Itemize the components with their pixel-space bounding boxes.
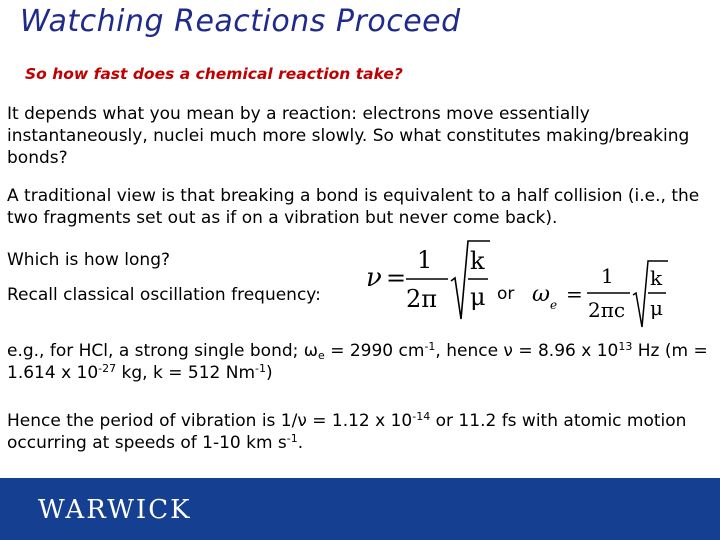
p6-text-a: Hence the period of vibration is 1/ν = 1.12 x 10 bbox=[7, 411, 413, 431]
slide-title: Watching Reactions Proceed bbox=[20, 4, 461, 39]
p5-sup-cm: -1 bbox=[424, 340, 436, 353]
p5-sup-13: 13 bbox=[618, 340, 633, 353]
p5-sup-nm: -1 bbox=[255, 362, 266, 375]
warwick-logo: WARWICK bbox=[38, 495, 192, 525]
p6-text-b: or 11.2 fs with atomic motion occurring at speeds of 1-10 km s bbox=[7, 411, 687, 453]
p5-sub-e: e bbox=[318, 349, 325, 362]
p6-text-c: . bbox=[297, 433, 304, 453]
slide-subtitle: So how fast does a chemical reaction take? bbox=[25, 65, 403, 83]
or-label: or bbox=[497, 284, 515, 304]
eq2-inner-numerator: k bbox=[650, 266, 663, 290]
p5-sup-27: -27 bbox=[98, 362, 117, 375]
eq2-equals: = bbox=[566, 282, 583, 306]
eq1-inner-denominator: μ bbox=[470, 283, 486, 311]
eq2-numerator: 1 bbox=[601, 264, 614, 288]
p5-text-d: Hz (m = 1.614 x 10 bbox=[7, 341, 708, 383]
paragraph-electrons-nuclei: It depends what you mean by a reaction: electrons move essentially instantaneously, nuclei much more slowly. So what constitutes making/breaking bonds? bbox=[7, 104, 690, 168]
p6-sup-s: -1 bbox=[286, 432, 298, 445]
eq2-denominator: 2πc bbox=[588, 298, 626, 322]
eq2-lhs: ω bbox=[532, 282, 550, 307]
eq1-numerator: 1 bbox=[417, 246, 433, 274]
eq1-lhs: ν bbox=[366, 263, 382, 293]
eq2-inner-denominator: μ bbox=[650, 296, 663, 320]
frequency-equation bbox=[362, 233, 492, 328]
p5-text-c: , hence ν = 8.96 x 10 bbox=[435, 341, 619, 361]
footer-bar bbox=[0, 478, 720, 540]
p5-text-e: kg, k = 512 Nm bbox=[116, 363, 256, 383]
paragraph-how-long: Which is how long? bbox=[7, 250, 171, 270]
eq2-lhs-subscript: e bbox=[550, 298, 558, 312]
p6-sup-14: -14 bbox=[412, 410, 431, 423]
paragraph-period bbox=[7, 410, 712, 454]
p5-text-a: e.g., for HCl, a strong single bond; ω bbox=[7, 341, 319, 361]
paragraph-oscillation-frequency: Recall classical oscillation frequency: bbox=[7, 285, 321, 305]
p5-text-b: = 2990 cm bbox=[324, 341, 425, 361]
paragraph-half-collision: A traditional view is that breaking a bond is equivalent to a half collision (i.e., the two fragments set out as if on a vibration but never come back). bbox=[7, 186, 700, 228]
p5-text-f: ) bbox=[265, 363, 273, 383]
angular-frequency-equation bbox=[530, 253, 670, 331]
eq1-inner-numerator: k bbox=[470, 247, 485, 275]
paragraph-hcl-example bbox=[7, 340, 712, 384]
eq1-denominator: 2π bbox=[406, 285, 438, 313]
eq1-equals: = bbox=[386, 264, 407, 292]
